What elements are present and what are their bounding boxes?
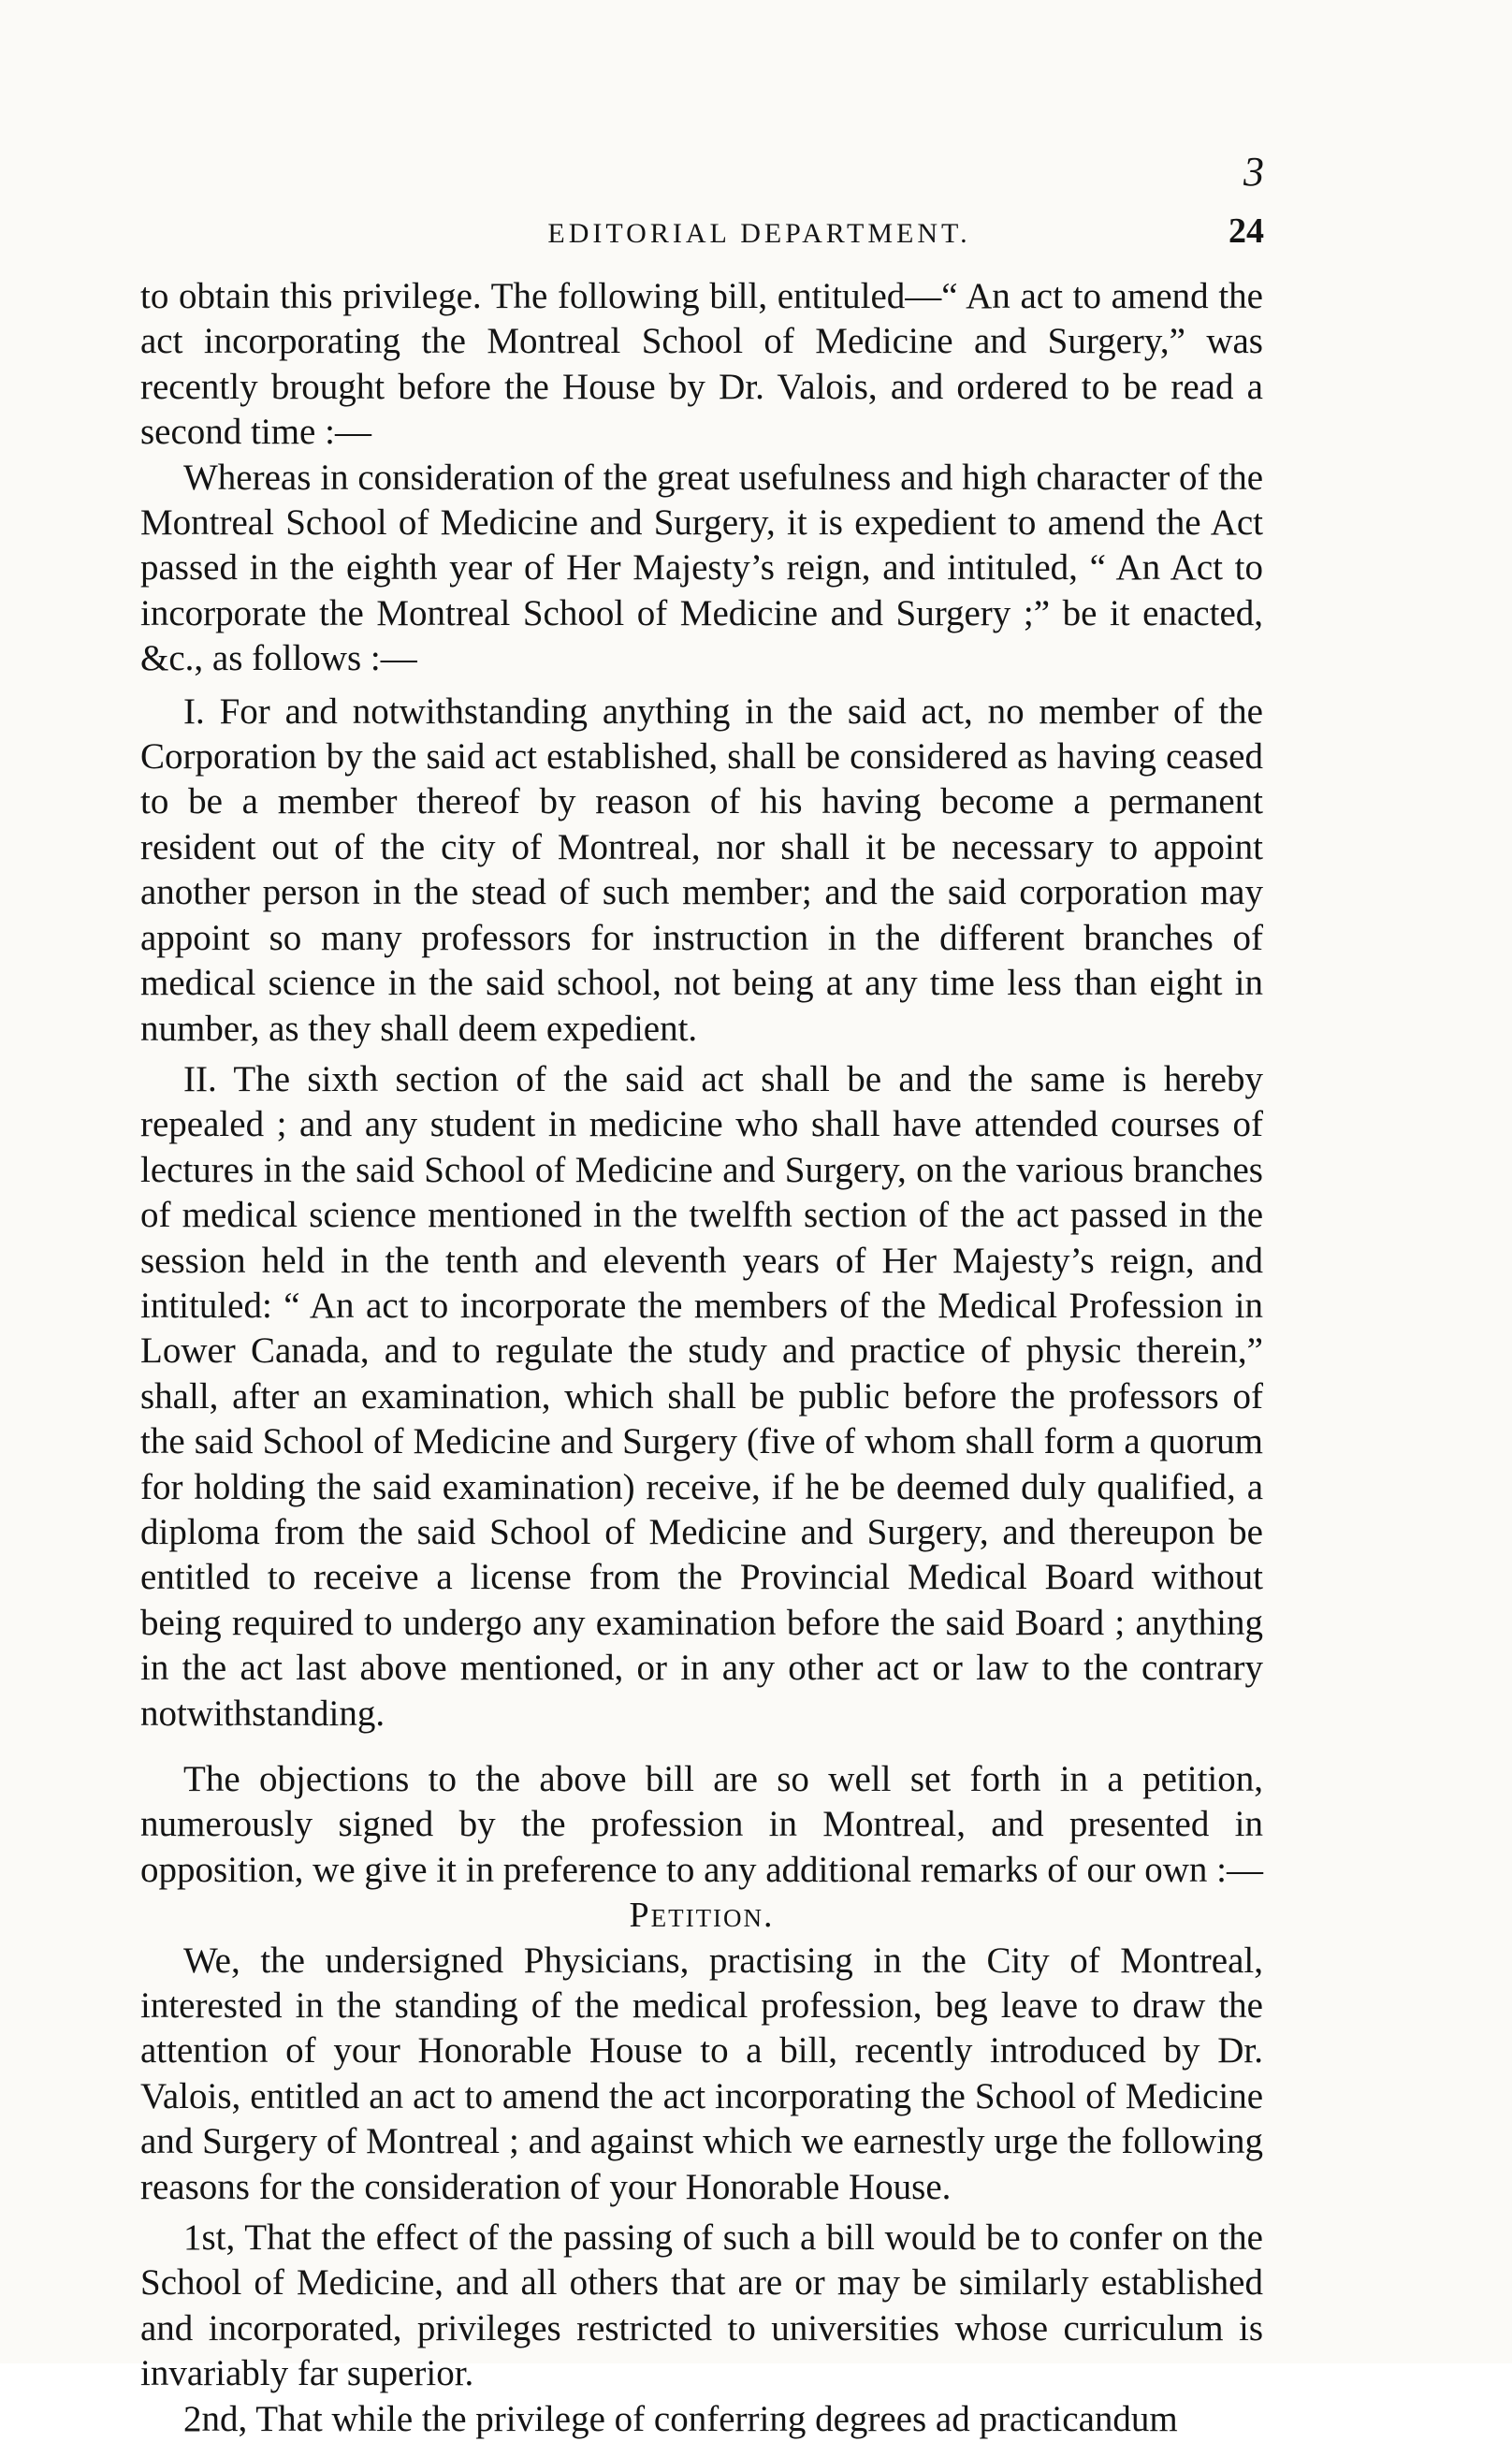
- running-title: EDITORIAL DEPARTMENT.: [547, 218, 971, 249]
- petition-heading: Petition.: [629, 1896, 775, 1936]
- whereas-paragraph: Whereas in consideration of the great usefulness and high character of the Montreal School of Medicine and Surgery, it is expedient to amend the Act passed in the eighth year of Her Majesty’s reign, and intituled, “ An Act to incorporate the Montreal School of Medicine and Surgery ;” be it enacted, &c., as follows :—: [140, 457, 1263, 679]
- intro-paragraph: to obtain this privilege. The following bill, entituled—“ An act to amend the act incorporating the Montreal School of Medicine and Surgery,” was recently brought before the House by Dr. Valois, and ordered to be read a second time :—: [140, 276, 1263, 453]
- folio-number: 3: [1243, 149, 1264, 195]
- petition-body: We, the undersigned Physicians, practising in the City of Montreal, interested in the standing of the medical profession, beg leave to draw the attention of your Honorable House to a bill, recently introduced by Dr. Valois, entitled an act to amend the act incorporating the School of Medicine and Surgery of Montreal ; and against which we earnestly urge the following reasons for the consideration of your Honorable House.: [140, 1940, 1263, 2207]
- body-text: [140, 274, 1263, 2442]
- page-number: 24: [1228, 211, 1264, 251]
- bill-clause-1: I. For and notwithstanding anything in the said act, no member of the Corporation by the said act established, shall be considered as having ceased to be a member thereof by reason of his having become a permanent resident out of the city of Montreal, nor shall it be necessary to appoint another person in the stead of such member; and the said corporation may appoint so many professors for instruction in the different branches of medical science in the said school, not being at any time less than eight in number, as they shall deem expedient.: [140, 690, 1263, 1049]
- objections-paragraph: The objections to the above bill are so well set forth in a petition, numerously signed by the profession in Montreal, and presented in opposition, we give it in preference to any additional remarks of our own :—: [140, 1759, 1264, 1890]
- running-head: [140, 211, 1264, 252]
- bill-clause-2: II. The sixth section of the said act shall be and the same is hereby repealed ; and any student in medicine who shall have attended courses of lectures in the said School of Medicine and Surgery, on the various branches of medical science mentioned in the twelfth section of the act passed in the session held in the tenth and eleventh years of Her Majesty’s reign, and intituled: “ An act to incorporate the members of the Medical Profession in Lower Canada, and to regulate the study and practice of physic therein,” shall, after an examination, which shall be public before the professors of the said School of Medicine and Surgery (five of whom shall form a quorum for holding the said examination) receive, if he be deemed duly qualified, a diploma from the said School of Medicine and Surgery, and thereupon be entitled to receive a license from the Provincial Medical Board without being required to undergo any examination before the said Board ; anything in the act last above mentioned, or in any other act or law to the contrary notwithstanding.: [140, 1058, 1263, 1734]
- reason-2: 2nd, That while the privilege of conferring degrees ad practicandum: [183, 2398, 1178, 2439]
- reason-1: 1st, That the effect of the passing of such a bill would be to confer on the School of Medicine, and all others that are or may be similarly established and incorporated, privileges restricted to universities whose curriculum is invariably far superior.: [140, 2217, 1263, 2394]
